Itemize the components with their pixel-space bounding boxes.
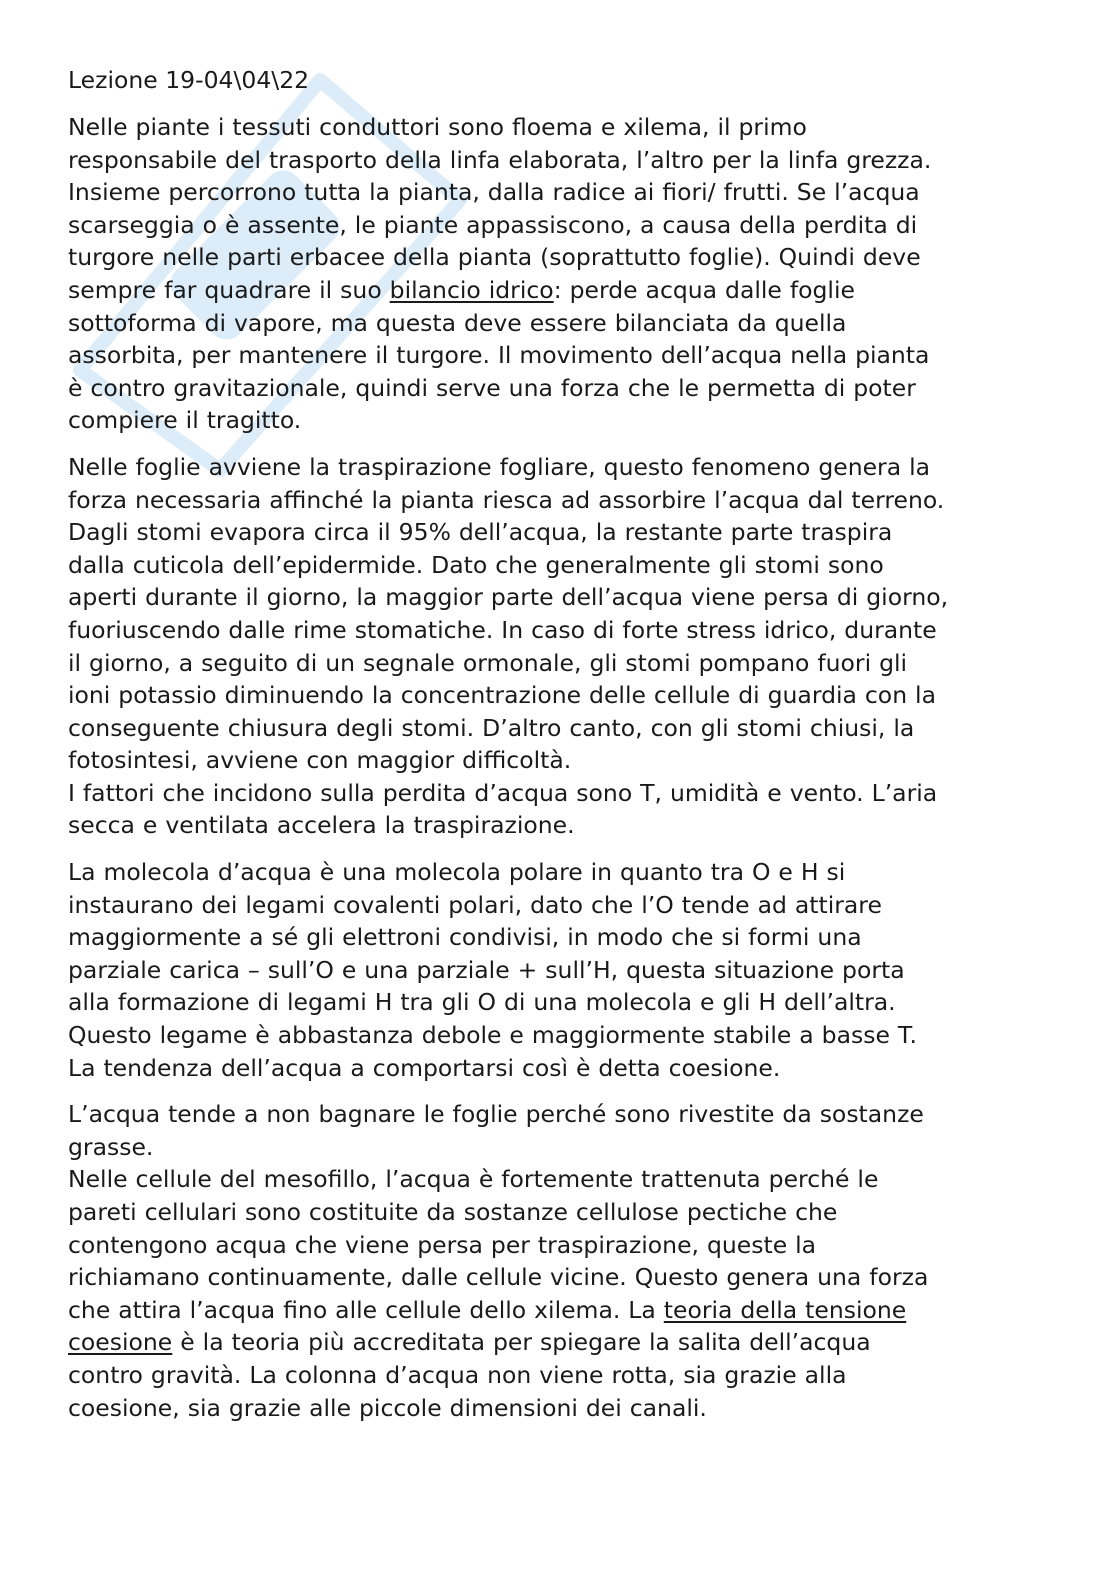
paragraph bbox=[68, 451, 1053, 842]
text-line: parziale carica – sull’O e una parziale + sull’H, questa situazione porta bbox=[68, 955, 905, 984]
text-line: turgore nelle parti erbacee della pianta (soprattutto foglie). Quindi deve bbox=[68, 243, 921, 272]
document-page bbox=[68, 64, 1053, 1438]
text-line: Insieme percorrono tutta la pianta, dalla radice ai fiori/ frutti. Se l’acqua bbox=[68, 178, 920, 207]
text-line: grasse. bbox=[68, 1132, 154, 1161]
text-line: Nelle piante i tessuti conduttori sono floema e xilema, il primo bbox=[68, 113, 807, 141]
text-line: aperti durante il giorno, la maggior parte dell’acqua viene persa di giorno, bbox=[68, 583, 949, 612]
text-line: maggiormente a sé gli elettroni condivisi, in modo che si formi una bbox=[68, 923, 862, 952]
text-line: La molecola d’acqua è una molecola polare in quanto tra O e H si bbox=[68, 858, 846, 887]
text-line: fotosintesi, avviene con maggior difficoltà. bbox=[68, 746, 572, 775]
text-line: coesione è la teoria più accreditata per spiegare la salita dell’acqua bbox=[68, 1328, 871, 1357]
text-line: sottoforma di vapore, ma questa deve essere bilanciata da quella bbox=[68, 308, 847, 337]
text-line: contengono acqua che viene persa per traspirazione, queste la bbox=[68, 1230, 817, 1259]
text-line: responsabile del trasporto della linfa elaborata, l’altro per la linfa grezza. bbox=[68, 145, 932, 174]
underlined-term: bilancio idrico bbox=[389, 275, 554, 304]
text-line: alla formazione di legami H tra gli O di una molecola e gli H dell’altra. bbox=[68, 988, 896, 1017]
text-line: Questo legame è abbastanza debole e maggiormente stabile a basse T. bbox=[68, 1021, 917, 1050]
text-line: sempre far quadrare il suo bilancio idrico: perde acqua dalle foglie bbox=[68, 275, 855, 304]
text-line: richiamano continuamente, dalle cellule vicine. Questo genera una forza bbox=[68, 1263, 929, 1292]
text-line: dalla cuticola dell’epidermide. Dato che generalmente gli stomi sono bbox=[68, 550, 884, 579]
text-line: scarseggia o è assente, le piante appassiscono, a causa della perdita di bbox=[68, 210, 918, 239]
text-line: La tendenza dell’acqua a comportarsi così è detta coesione. bbox=[68, 1053, 781, 1082]
text-line: coesione, sia grazie alle piccole dimensioni dei canali. bbox=[68, 1393, 707, 1422]
paragraph bbox=[68, 111, 1053, 437]
underlined-term: teoria della tensione bbox=[663, 1295, 907, 1324]
text-line: Dagli stomi evapora circa il 95% dell’acqua, la restante parte traspira bbox=[68, 518, 893, 547]
text-line: assorbita, per mantenere il turgore. Il movimento dell’acqua nella pianta bbox=[68, 341, 930, 370]
text-line: conseguente chiusura degli stomi. D’altro canto, con gli stomi chiusi, la bbox=[68, 713, 915, 742]
text-line: pareti cellulari sono costituite da sostanze cellulose pectiche che bbox=[68, 1198, 838, 1226]
text-line: fuoriuscendo dalle rime stomatiche. In caso di forte stress idrico, durante bbox=[68, 615, 937, 644]
paragraph bbox=[68, 856, 1053, 1084]
text-line: che attira l’acqua fino alle cellule dello xilema. La teoria della tensione bbox=[68, 1295, 907, 1324]
text-line: secca e ventilata accelera la traspirazione. bbox=[68, 811, 575, 840]
text-line: è contro gravitazionale, quindi serve una forza che le permetta di poter bbox=[68, 373, 916, 402]
text-line: Nelle cellule del mesofillo, l’acqua è fortemente trattenuta perché le bbox=[68, 1165, 879, 1194]
paragraph bbox=[68, 1098, 1053, 1424]
text-line: forza necessaria affinché la pianta riesca ad assorbire l’acqua dal terreno. bbox=[68, 485, 945, 514]
text-line: I fattori che incidono sulla perdita d’acqua sono T, umidità e vento. L’aria bbox=[68, 778, 938, 807]
text-line: Nelle foglie avviene la traspirazione fogliare, questo fenomeno genera la bbox=[68, 452, 931, 481]
document-body bbox=[68, 111, 1053, 1424]
underlined-term: coesione bbox=[68, 1328, 173, 1357]
text-line: contro gravità. La colonna d’acqua non viene rotta, sia grazie alla bbox=[68, 1360, 847, 1389]
lesson-title: Lezione 19-04\04\22 bbox=[68, 66, 310, 94]
text-line: ioni potassio diminuendo la concentrazione delle cellule di guardia con la bbox=[68, 681, 936, 710]
text-line: L’acqua tende a non bagnare le foglie perché sono rivestite da sostanze bbox=[68, 1100, 924, 1129]
text-line: il giorno, a seguito di un segnale ormonale, gli stomi pompano fuori gli bbox=[68, 648, 908, 677]
text-line: compiere il tragitto. bbox=[68, 406, 302, 435]
text-line: instaurano dei legami covalenti polari, dato che l’O tende ad attirare bbox=[68, 890, 882, 919]
